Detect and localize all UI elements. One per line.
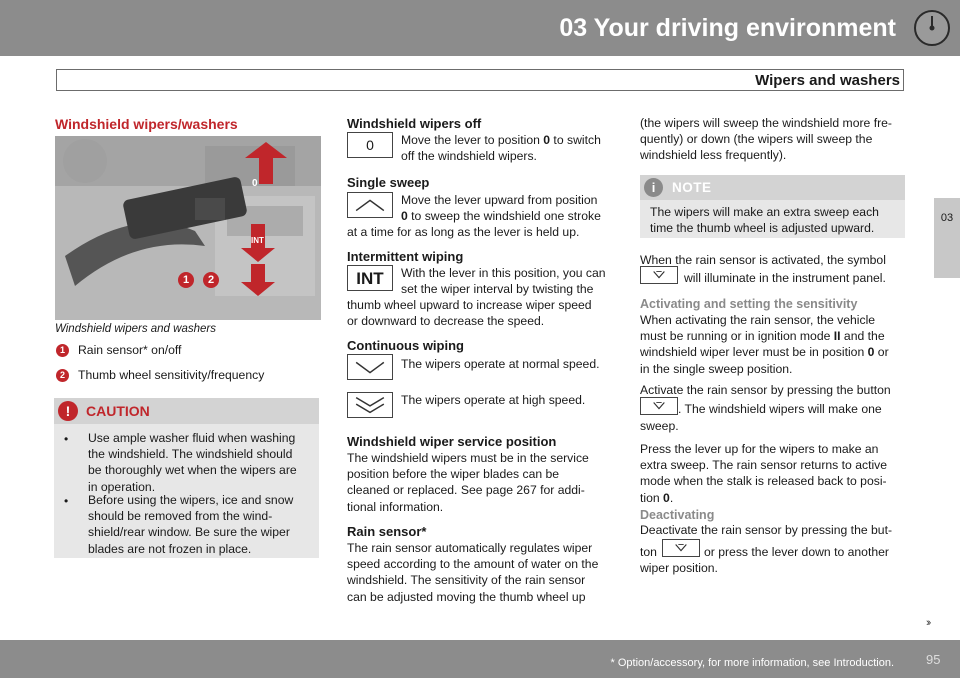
intermittent-text-a: With the lever in this position, you can set the wiper interval by twisting the (401, 266, 606, 297)
speedometer-icon (912, 8, 952, 48)
int-label: INT (251, 236, 264, 245)
deactivating-line2: or press the lever down to another (704, 545, 889, 559)
int-symbol: INT (347, 265, 393, 291)
next-page-arrows[interactable]: ›› (926, 617, 930, 629)
chapter-tab-label: 03 (940, 212, 954, 224)
caution-title: CAUTION (86, 403, 150, 419)
chapter-title: 03 Your driving environment (559, 14, 896, 42)
single-sweep-line2: 0 to sweep the windshield one stroke (401, 209, 601, 223)
image-callout-2: 2 (203, 272, 219, 288)
single-sweep-line1: Move the lever upward from position (401, 193, 598, 207)
intermittent-text-b: thumb wheel upward to increase wiper speed or downward to decrease the speed. (347, 298, 592, 329)
setting-text: When activating the rain sensor, the vehicle must be running or in ignition mode II and the windshield wiper lever must be in position 0 or in the single sweep position. (640, 313, 889, 376)
note-title: NOTE (672, 180, 712, 195)
continuous-heading: Continuous wiping (347, 338, 464, 353)
single-sweep-icon (347, 192, 393, 218)
callout-2-text: Thumb wheel sensitivity/frequency (78, 368, 265, 382)
rain-sensor-continued: (the wipers will sweep the windshield more fre- quently) or down (the wipers will sweep the windshield less frequently). (640, 116, 892, 163)
wiper-stalk-illustration (55, 136, 321, 320)
section-heading: Windshield wipers/washers (55, 116, 238, 132)
callout-2-marker: 2 (56, 369, 69, 382)
note-text: The wipers will make an extra sweep each time the thumb wheel is adjusted upward. (650, 205, 879, 236)
figure-caption: Windshield wipers and washers (55, 323, 216, 335)
activate-line3: sweep. (640, 419, 679, 433)
deactivating-ton: ton (640, 545, 657, 559)
single-sweep-heading: Single sweep (347, 175, 430, 190)
footer-note: * Option/accessory, for more information, see Introduction. (610, 657, 894, 669)
high-speed-text: The wipers operate at high speed. (401, 393, 586, 407)
rain-sensor-button-icon (640, 397, 678, 415)
chapter-tab[interactable] (934, 198, 960, 278)
position-0-symbol: 0 (347, 132, 393, 158)
callout-1-marker: 1 (56, 344, 69, 357)
info-icon: i (644, 178, 663, 197)
setting-heading: Activating and setting the sensitivity (640, 297, 858, 311)
service-heading: Windshield wiper service position (347, 434, 557, 449)
warning-icon: ! (58, 401, 78, 421)
bullet-dot: • (64, 494, 69, 508)
service-text: The windshield wipers must be in the service position before the wiper blades can be cleaned or replaced. See page 267 for addi- tional information. (347, 451, 589, 514)
normal-speed-icon (347, 354, 393, 380)
wipers-off-heading: Windshield wipers off (347, 116, 482, 131)
deactivating-line3: wiper position. (640, 561, 718, 575)
rain-sensor-icon (640, 266, 678, 284)
single-sweep-line3: at a time for as long as the lever is held up. (347, 225, 580, 239)
rain-sensor-heading: Rain sensor* (347, 524, 427, 539)
deactivating-heading: Deactivating (640, 508, 715, 522)
activate-line1: Activate the rain sensor by pressing the button (640, 383, 891, 397)
position-0-label: 0 (252, 178, 258, 189)
callout-1-text: Rain sensor* on/off (78, 343, 182, 357)
image-callout-1: 1 (178, 272, 194, 288)
rain-sensor-button-icon (662, 539, 700, 557)
rain-sensor-text: The rain sensor automatically regulates wiper speed according to the amount of water on the windshield. The sensitivity of the rain sensor can be adjusted moving the thumb wheel up (347, 541, 599, 604)
intermittent-heading: Intermittent wiping (347, 249, 464, 264)
page-number: 95 (926, 652, 941, 667)
deactivating-line1: Deactivate the rain sensor by pressing the but- (640, 523, 893, 537)
high-speed-icon (347, 392, 393, 418)
caution-bullet-2: Before using the wipers, ice and snow should be removed from the wind- shield/rear window. Be sure the wiper blades are not frozen in place. (88, 493, 294, 556)
activated-line2: will illuminate in the instrument panel. (684, 271, 886, 285)
section-title: Wipers and washers (755, 72, 900, 89)
activate-line2: . The windshield wipers will make one (678, 402, 882, 416)
caution-bullet-1: Use ample washer fluid when washing the windshield. The windshield should be thoroughly wet when the wipers are in operation. (88, 431, 297, 494)
press-text: Press the lever up for the wipers to make an extra sweep. The rain sensor returns to active mode when the stalk is released back to posi- tion 0. (640, 442, 888, 505)
activated-line1: When the rain sensor is activated, the symbol (640, 253, 886, 267)
wipers-off-text: Move the lever to position 0 to switch off the windshield wipers. (401, 133, 601, 164)
bullet-dot: • (64, 432, 69, 446)
normal-speed-text: The wipers operate at normal speed. (401, 357, 600, 371)
